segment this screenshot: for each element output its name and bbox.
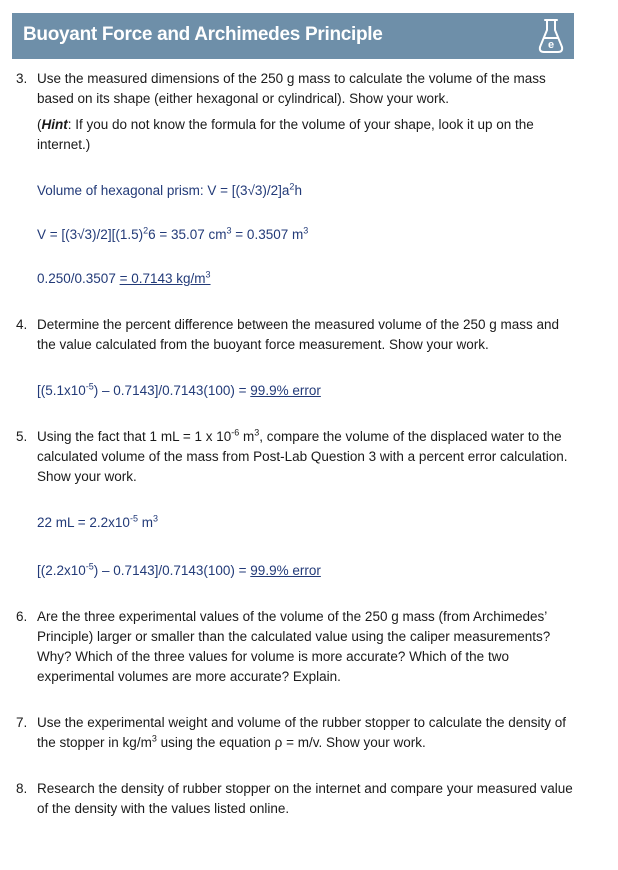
question-number: 3.	[16, 71, 28, 86]
answer-line: Volume of hexagonal prism: $V = [(3√3)/2]a^2h$	[37, 181, 302, 198]
question-text: Research the density of rubber stopper on the internet and compare your measured value of the density with the values listed online.	[37, 781, 573, 816]
answer-line: $V = [(3√3)/2][(1.5)^26 = 35.07$ $cm^3 = 0.3507$ $m^3$	[37, 225, 309, 242]
question-number: 4.	[16, 317, 28, 332]
document-body	[16, 69, 581, 819]
question-number: 8.	[16, 781, 28, 796]
answer-line: $[(5.1x10^{-5}) - 0.7143]/0.7143(100) = 99.9\%$ error	[37, 381, 321, 398]
question-3	[16, 69, 581, 155]
svg-text:e: e	[547, 39, 555, 51]
question-text: Are the three experimental values of the volume of the 250 g mass (from Archimedes’ Principle) larger or smaller than the calculated value using the caliper measurements? Why? Which of the three values for volume is more accurate? Which of the two experimental volumes are more accurate? Explain.	[37, 609, 551, 684]
question-5	[16, 427, 581, 487]
question-number: 6.	[16, 609, 28, 624]
question-7	[16, 713, 581, 753]
question-text: Use the experimental weight and volume of the rubber stopper to calculate the density of the stopper in $kg/m^3$ using the equation ρ = m/v. Show your work.	[37, 715, 567, 750]
answer-line: 22 mL = $2.2x10^{-5}$ $m^3$	[37, 513, 158, 530]
question-number: 7.	[16, 715, 28, 730]
question-number: 5.	[16, 429, 28, 444]
answer-line: $[(2.2x10^{-5}) - 0.7143]/0.7143(100) = 99.9\%$ error	[37, 561, 321, 578]
question-text: Using the fact that 1 mL = 1 x $10^{-6}$ $m^3$, compare the volume of the displaced water to the calculated volume of the mass from Post-Lab Question 3 with a percent error calculation. Show your work.	[37, 427, 568, 484]
answer-line: 0.250/0.3507 = 0.7143 $kg/m^3$	[37, 269, 211, 286]
question-text: Determine the percent difference between the measured volume of the 250 g mass and the value calculated from the buoyant force measurement. Show your work.	[37, 317, 560, 352]
question-text: Use the measured dimensions of the 250 g mass to calculate the volume of the mass based on its shape (either hexagonal or cylindrical). Show your work.	[37, 71, 546, 106]
hint-label: Hint	[41, 117, 68, 132]
question-4	[16, 315, 581, 355]
question-8	[16, 779, 581, 819]
hint: (Hint: If you do not know the formula for the volume of your shape, look it up on the internet.)	[37, 117, 534, 152]
page-header	[12, 13, 574, 59]
flask-icon	[536, 17, 566, 55]
question-6	[16, 607, 581, 687]
page-title: Buoyant Force and Archimedes Principle	[23, 24, 383, 45]
